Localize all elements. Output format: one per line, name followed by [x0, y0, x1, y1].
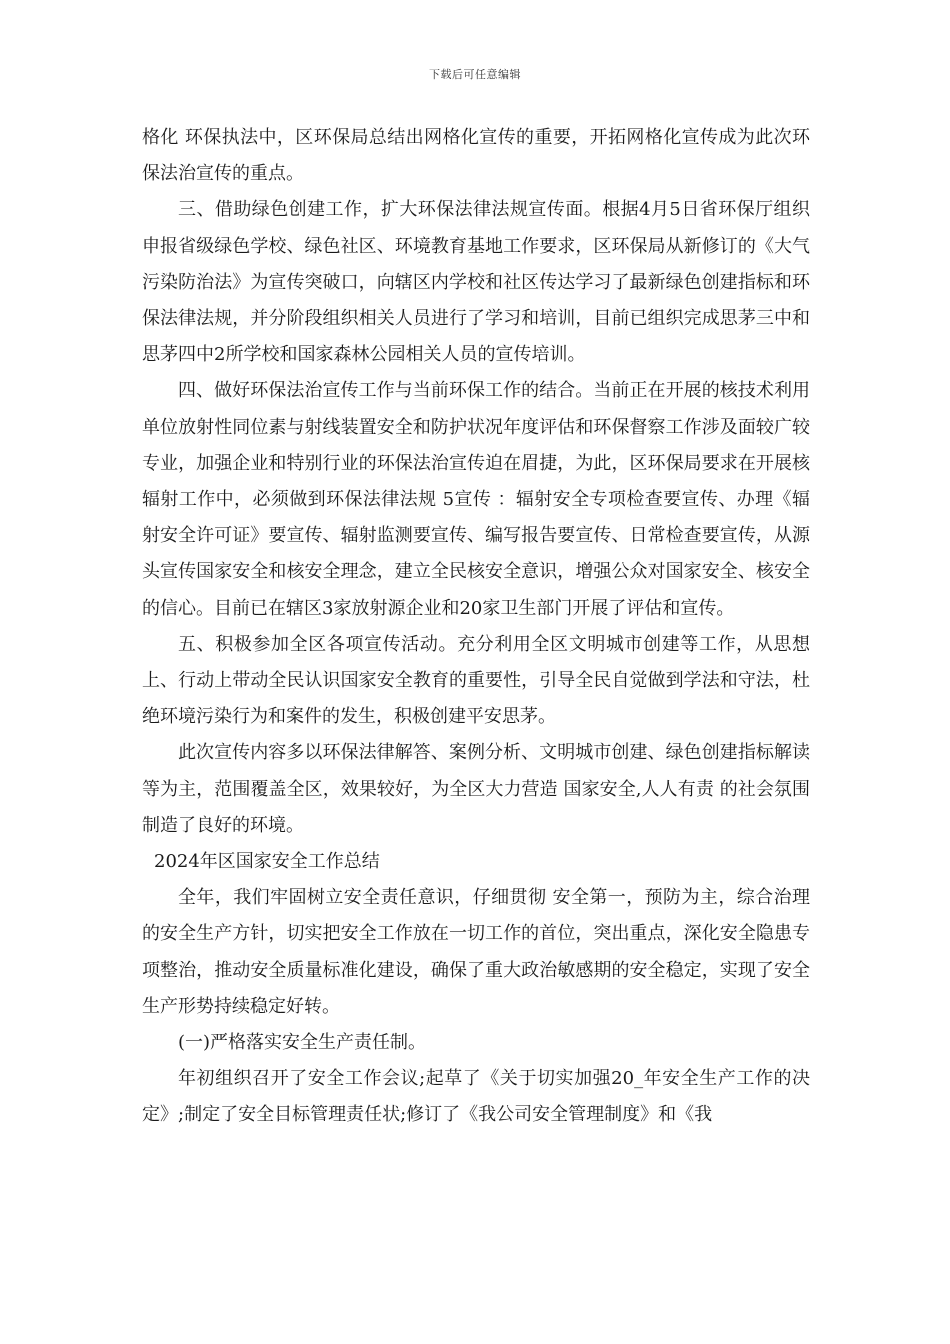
paragraph-section-three: 三、借助绿色创建工作，扩大环保法律法规宣传面。根据4月5日省环保厅组织申报省级绿色学校、绿色社区、环境教育基地工作要求，区环保局从新修订的《大气污染防治法》为宣传突破口，向辖区内学校和社区传达学习了最新绿色创建指标和环保法律法规，并分阶段组织相关人员进行了学习和培训，目前已组织完成思茅三中和思茅四中2所学校和国家森林公园相关人员的宣传培训。 [142, 199, 810, 366]
paragraph-section-four: 四、做好环保法治宣传工作与当前环保工作的结合。当前正在开展的核技术利用单位放射性同位素与射线装置安全和防护状况年度评估和环保督察工作涉及面较广较专业，加强企业和特别行业的环保法治宣传迫在眉捷，为此，区环保局要求在开展核辐射工作中，必须做到环保法律法规 5宣传 ：辐射安全专项检查要宣传、办理《辐射安全许可证》要宣传、辐射监测要宣传、编写报告要宣传、日常检查要宣传，从源头宣传国家安全和核安全理念，建立全民核安全意识，增强公众对国家安全、核安全的信心。目前已在辖区3家放射源企业和20家卫生部门开展了评估和宣传。 [142, 380, 810, 619]
subheading-responsibility: (一)严格落实安全生产责任制。 [178, 1032, 427, 1054]
paragraph-continuation: 格化 环保执法中，区环保局总结出网格化宣传的重要，开拓网格化宣传成为此次环保法治宣传的重点。 [142, 127, 810, 185]
paragraph-section-five: 五、积极参加全区各项宣传活动。充分利用全区文明城市创建等工作，从思想上、行动上带动全民认识国家安全教育的重要性，引导全民自觉做到学法和守法，杜绝环境污染行为和案件的发生，积极创建平安思茅。 [142, 633, 810, 728]
paragraph-summary: 此次宣传内容多以环保法律解答、案例分析、文明城市创建、绿色创建指标解读等为主，范围覆盖全区，效果较好，为全区大力营造 国家安全,人人有责 的社会氛围制造了良好的环境。 [142, 742, 810, 836]
page-header-note: 下载后可任意编辑 [429, 68, 521, 81]
paragraph-meeting: 年初组织召开了安全工作会议;起草了《关于切实加强20_年安全生产工作的决定》;制定了安全目标管理责任状;修订了《我公司安全管理制度》和《我 [142, 1068, 810, 1126]
document-body [142, 120, 810, 1134]
paragraph-annual-overview: 全年，我们牢固树立安全责任意识，仔细贯彻 安全第一，预防为主，综合治理 的安全生产方针，切实把安全工作放在一切工作的首位，突出重点，深化安全隐患专项整治，推动安全质量标准化建设，确保了重大政治敏感期的安全稳定，实现了安全生产形势持续稳定好转。 [142, 887, 810, 1017]
document-heading: 2024年区国家安全工作总结 [154, 851, 380, 873]
